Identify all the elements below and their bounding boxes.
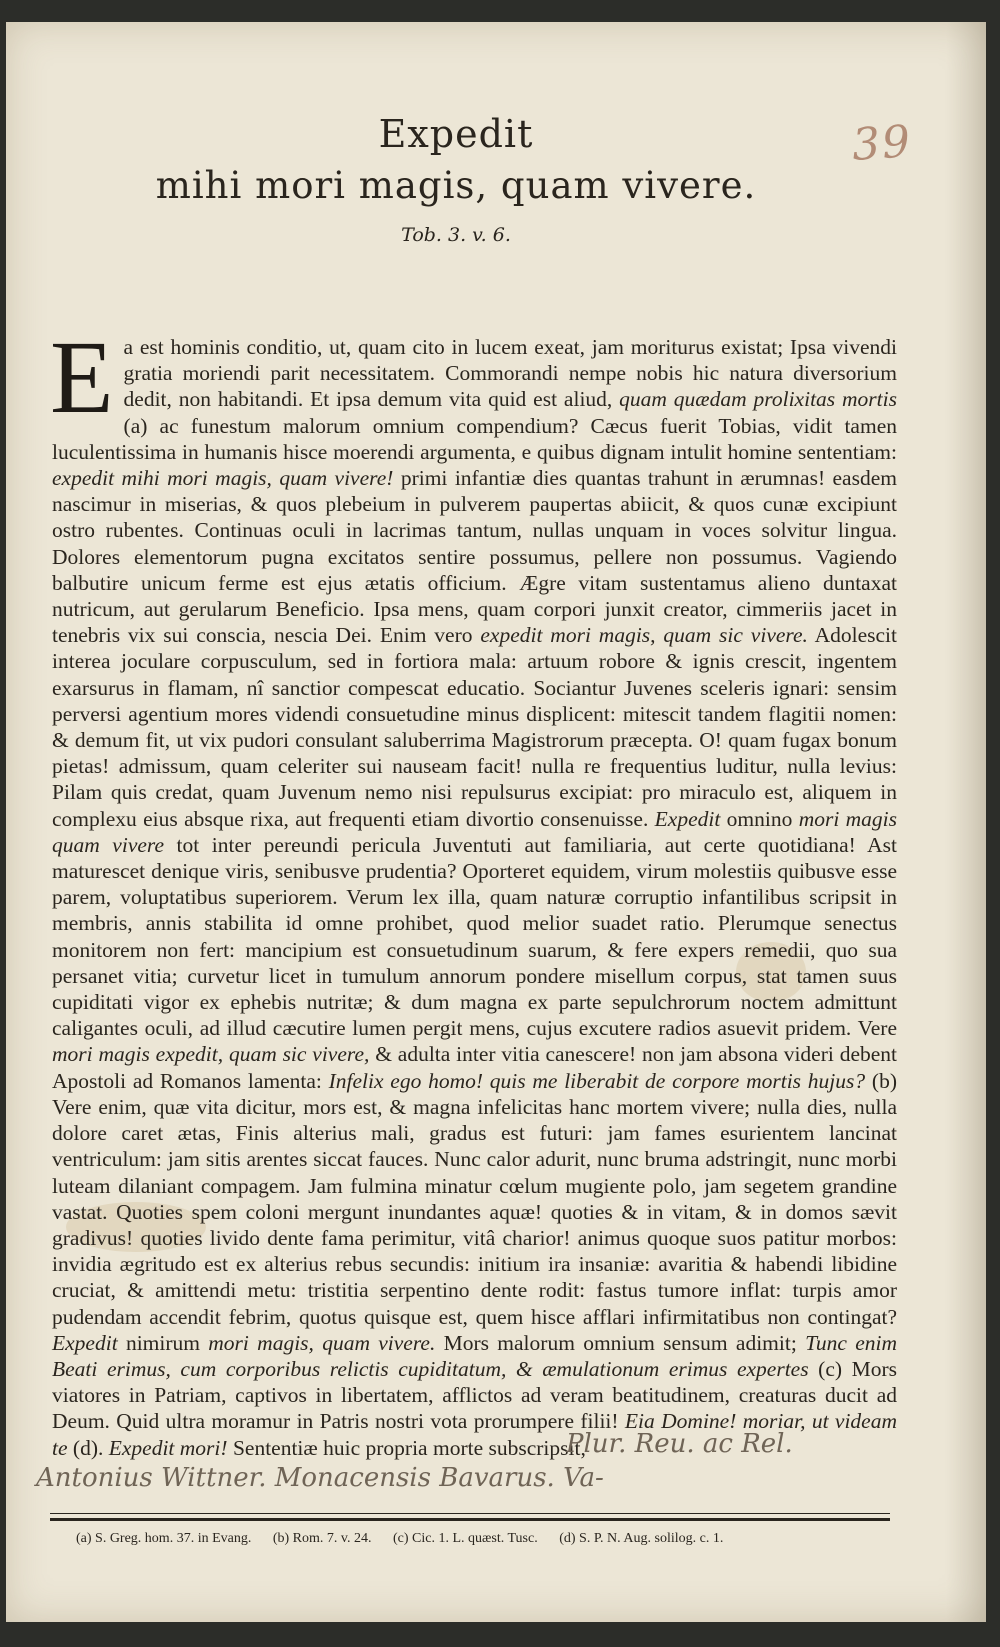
body-segment: Adolescit interea joculare corpusculum, sed in fortiora mala: artuum robore & ignis crescit, ingentem exarsurus in flamam, nî sanctior compescat educatio. Sociantur Juvenes sceleris ignari: sensim perversi agentium mores videndi consuetudine minus displicent: mitescit tandem flagitii nomen: & demum fit, ut vix pudori consulant saluberrima Magistrorum præcepta. O! quam fugax bonum pietas! admissum, quam celeriter sui nauseam facit! nulla re frequentius luditur, nulla levius: Pilam quis credat, quam Juvenum nemo nisi repulsurus excipiat: pro miraculo est, aliquem in complexu eius absque rixa, aut frequenti etiam divortio consenuisse. xyxy=(52,623,897,831)
handwritten-signature: Antonius Wittner. Monacensis Bavarus. Va- xyxy=(36,1462,604,1493)
body-segment: Sententiæ huic propria morte subscripsit, xyxy=(232,1435,586,1460)
title-line-2: mihi mori magis, quam vivere. xyxy=(155,164,757,207)
footnote-c: (c) Cic. 1. L. quæst. Tusc. xyxy=(393,1530,538,1546)
body-segment: (d). xyxy=(67,1435,109,1460)
body-segment: (b) Vere enim, quæ vita dicitur, mors est, & magna infelicitas hanc mortem vivere; nulla dies, nulla dolore caret ætas, Finis alterius mali, gradus est futuri: jam fames esurientem lancinat ventriculum: jam sitis arentes siccat fauces. Nunc calor adurit, nunc bruma adstringit, nunc morbi luteam dilaniant compagem. Jam fulmina minatur cœlum mugiente polo, jam segetem grandine vastat. Quoties spem coloni mergunt inundantes aquæ! quoties & in vitam, & in domos sævit gradivus! quoties livido dente fama perimitur, vitâ charior! animus quoque suos patitur morbos: invidia ægritudo est ex alterius rebus secundis: initium ira insaniæ: avaritia & habendi libidine cruciat, & amittendi metu: tristitia serpentino dente rodit: fastus tumore inflat: turpis amor pudendam accendit febrim, quotus quisque est, quem hisce afflari infirmitatibus non contingat? xyxy=(52,1068,897,1329)
footnote-b: (b) Rom. 7. v. 24. xyxy=(272,1530,372,1546)
body-segment: omnino xyxy=(720,806,799,831)
body-segment: & adulta inter vitia canescere! non jam absona videri debent Apostoli ad Romanos lamenta: xyxy=(52,1042,897,1093)
footnotes xyxy=(76,1531,896,1547)
body-segment: nimirum xyxy=(117,1330,209,1355)
footnote-d: (d) S. P. N. Aug. solilog. c. 1. xyxy=(559,1530,724,1546)
body-italic: quam quædam prolixitas mortis xyxy=(619,387,897,412)
body-italic: Expedit xyxy=(654,806,721,831)
document-page xyxy=(6,22,986,1622)
handwritten-note-1: Plur. Reu. ac Rel. xyxy=(566,1428,793,1459)
title-reference: Tob. 3. v. 6. xyxy=(401,224,511,246)
body-segment: Mors malorum omnium sensum adimit; xyxy=(435,1330,806,1355)
body-segment: a est hominis conditio, ut, quam cito in lucem exeat, jam moriturus existat; Ipsa vivendi gratia moriendi parit necessitatem. Commorandi nempe nobis hic natura diversorium dedit, non habitandi. Et ipsa demum vita quid est aliud, xyxy=(123,335,897,412)
title-line-1: Expedit xyxy=(378,112,534,156)
page-edge-shadow xyxy=(946,22,986,1622)
body-segment: tot inter pereundi pericula Juventuti aut familiaria, aut certe quotidiana! Ast maturescet denique viris, senibusve prudentia? Oporteret equidem, virum molestiis quibusve esse parem, voluptatibus superiorem. Verum lex illa, quam naturæ corruptio infantilibus scripsit in membris, annis stabilita id omne prohibet, quod melior suadet ratio. Plerumque senectus monitorem non fert: mancipium est consuetudinum suarum, & fere expers remedii, quo sua persanet vitia; curvetur licet in tumulum annorum pondere misellum corpus, stat tamen suus cupiditati vigor ex ephebis nutritæ; & dum magna ex parte sepulchrorum noctem admittunt caligantes oculi, ad illud cæcutire lumen pergit mens, cujus excutere radios asuevit pridem. Vere xyxy=(52,832,897,1041)
body-segment: (c) Mors viatores in Patriam, captivos in libertatem, afflictos ad veram beatitudinem, creaturas ducit ad Deum. Quid ultra moramur in Patris nostri vota prorumpere filii! xyxy=(52,1356,898,1434)
body-italic: Eia Domine! moriar, ut videam te xyxy=(52,1409,897,1460)
folio-number: 39 xyxy=(850,115,914,172)
footnote-a: (a) S. Greg. hom. 37. in Evang. xyxy=(76,1530,252,1546)
body-text xyxy=(50,320,898,1461)
body-italic: Infelix ego homo! quis me liberabit de corpore mortis hujus? xyxy=(328,1068,866,1093)
body-italic: Expedit xyxy=(52,1330,118,1355)
drop-cap: E xyxy=(50,320,114,435)
body-italic: Expedit mori! xyxy=(108,1435,228,1460)
body-italic: expedit mori magis, quam sic vivere. xyxy=(480,623,808,648)
body-italic: mori magis, quam vivere. xyxy=(208,1330,436,1355)
body-segment: (a) ac funestum malorum omnium compendium? Cæcus fuerit Tobias, vidit tamen luculentissima in humanis hisce moerendi argumenta, e quibus dignam intulit homine sententiam: xyxy=(52,413,897,464)
body-italic: Tunc enim Beati erimus, cum corporibus relictis cupiditatum, & æmulationum erimus expertes xyxy=(52,1330,897,1381)
body-italic: mori magis expedit, quam sic vivere, xyxy=(52,1042,370,1067)
footnote-rule-thin xyxy=(50,1513,890,1514)
body-italic: expedit mihi mori magis, quam vivere! xyxy=(52,466,394,491)
body-italic: mori magis quam vivere xyxy=(52,806,897,857)
footnote-rule-thick xyxy=(50,1518,890,1521)
body-segment: primi infantiæ dies quantas trahunt in ærumnas! easdem nascimur in miserias, & quos plebeium in pulverem paupertas abiicit, & quos cunæ excipiunt ostro rubentes. Continuas oculi in lacrimas tantum, nullas unquam in voces solvitur lingua. Dolores elementorum pugna excitatos sentire possumus, pellere non possumus. Vagiendo balbutire unicum ferme est ejus ætatis officium. Ægre vitam sustentamus alieno duntaxat nutricum, aut gerularum Beneficio. Ipsa mens, quam corpori junxit creator, cimmeriis jacet in tenebris vix sui conscia, nescia Dei. Enim vero xyxy=(52,466,897,648)
